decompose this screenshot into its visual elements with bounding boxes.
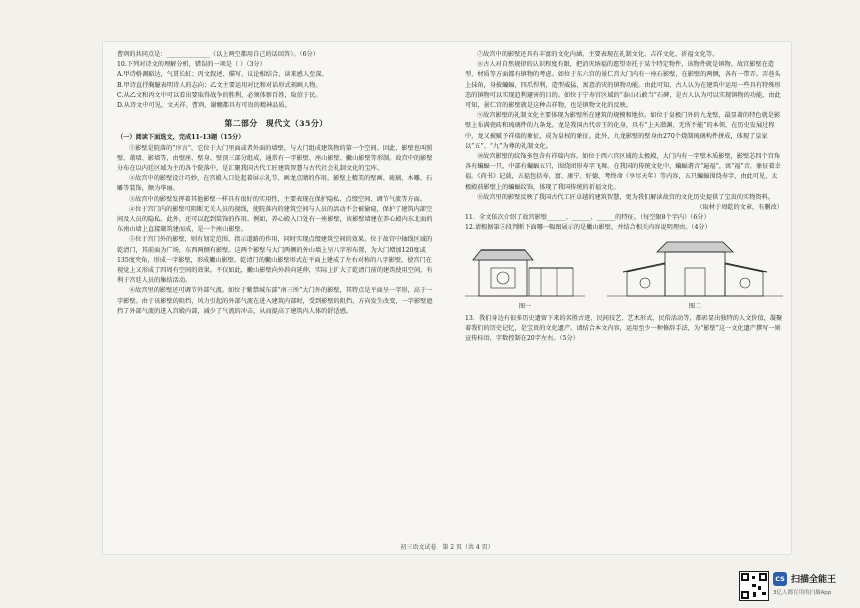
paragraph-9: ⑨故宫影壁的礼制文化主要体现为影壁所在建筑的规模和地位。如位于皇极门外的九龙壁，最显著的特色就是影壁上布满瓷砖和琉璃件的九条龙。龙是我国古代帝王的化身，具有“上天潜渊、无所不能”的本领，在历史发展过程中，龙又被赋予祥瑞的象征，成为皇权的象征。此外，九龙影壁的壁身由270个烧制琉璃构件拼成，体现了皇家以“五”、“九”为尊的礼制文化。 (465, 112, 781, 150)
figure-2-drawing (607, 238, 783, 302)
question-10-option-d: D.从诗文中可见，文天祥、曹刿、谢翱都具有可贵的精神品质。 (117, 102, 291, 110)
watermark-subtitle: 3亿人都在用的扫描App (773, 590, 832, 596)
paragraph-4: ④位于宫门内的影壁可阻断无关人员的视线，使院落内的建筑空间与人员的活动不会被偷窥，保护了建筑内部空间及人员的隐私。此外，还可以起到装饰的作用。例如，养心殿入口处有一座影壁，该影壁墙建在养心殿内东北面的东南山墙上直接砌筑建而成，是一个座山影壁。 (117, 205, 433, 234)
section-title: 第二部分 现代文（35分） (224, 119, 328, 129)
figure-2 (607, 238, 783, 314)
question-10-option-c: C.从乙文和丙文中可以看出要取得战争的胜利，必须体察百姓，取信于民。 (117, 91, 322, 99)
paragraph-2: ②故宫中的影壁设计巧妙，在宫殿入口处起着屏示礼节、画龙点睛的作用。影壁上精美的壁画、琉璃、木雕、石雕等装饰，颇为华丽。 (117, 175, 433, 193)
question-10-stem: 10.下列对诗文的理解分析，错误的一项是（ ）（3分） (117, 61, 266, 69)
paragraph-3: ③故宫中的影壁发挥着其他影壁一样具有很好的实用性，主要表现在保护隐私、点缀空间、调节气流等方面。 (129, 195, 426, 203)
figure-1-drawing (465, 238, 585, 302)
page-footer: 初三语文试卷 第 2 页（共 4 页） (400, 544, 494, 551)
camscanner-logo-icon: CS (773, 572, 787, 586)
exam-page (103, 42, 791, 554)
left-column (117, 50, 435, 317)
paragraph-6: ⑥故宫里的影壁还可调节外部气流。如位于紫禁城东部“南三所”大门外的影壁，其特点是平面呈一字形，高于一字影壁。由于该影壁的阻挡，风力引起的外部气流在进入建筑内部时，受到影壁的阻挡，方向发生改变，一字影壁遮挡了外部气流的进入宫殿内部，减少了气流的冲击，从而提高了建筑内人体的舒适感。 (117, 287, 433, 315)
fill-line-top: 曹刿的共同点是：______________（以上两空都用自己的话回答）。（6分） (117, 51, 319, 58)
paragraph-11: ⑪故宫里的影壁反映了我国古代工匠卓越的建筑智慧，更为我们解读故宫的文化历史提供了宝贵的实物资料。 (477, 193, 774, 201)
paragraph-7: ⑦故宫中的影壁还具有丰富的文化内涵，主要表现在礼制文化、吉祥文化、祈福文化等。 (477, 51, 719, 58)
question-12: 12.请根据第⑤段判断下面哪一幅图展示的是撇山影壁，并结合相关内容说明理由。（4分） (465, 224, 711, 232)
source-note: （取材于周乾的文章，有删改） (696, 204, 783, 212)
paragraph-8: ⑧古人对自然规律的认识程度有限，把消灾纳福的愿望寄托于某个特定物件，该物件就是镇物。故宫影壁在造型、材质等方面都有镇物的考虑。如位于东六宫的景仁宫大门内有一座石影壁，在影壁的两侧，各有一带弄。弄巷头上抹角，身披蝙蝠，四爪悍利，造型威猛，寓意消灾的镇物功能。由此可知，古人认为在建筑中运用一些具有特殊形态的镇物可以实现趋利避害的目的。如位于宁寿宫区域的“泰山石敢当”石碑，是古人认为可以实现镇物的功能，由此可知，景仁宫的影壁就是这种吉祥物，也是镇物文化的反映。 (465, 61, 781, 110)
watermark-brand: 扫描全能王 (791, 575, 837, 585)
figure-1-caption: 图一 (518, 302, 532, 310)
reading-title: （一）阅读下面选文，完成11-13题（15分） (117, 134, 245, 142)
figure-1 (465, 238, 585, 314)
figures (465, 238, 783, 314)
right-column (465, 50, 783, 344)
paragraph-1: ①影壁是院落的“序言”，它位于大门里面或者外面的墙壁，与大门组成建筑物的第一个空间。因此，影壁也叫照壁、萧墙、影墙等，由壁座、壁身、壁顶三部分组成，通常有一字影壁、座山影壁、撇山影壁等形制。故宫中的影壁分布在以内廷区域为主的各个院落中，是汇聚我国古代工匠建筑智慧与古代社会礼制文化的宝库。 (117, 144, 433, 173)
paragraph-5: ⑤位于宫门外的影壁，则有划定范围、指示道路的作用，同时实现点缀建筑空间的效果。位于故宫中轴线区域的乾清门，其前面为广场，东西两侧有影壁。这两个影壁与大门两侧的外山墙上呈八字形布置，为大门增加120度或135度夹角，形成一字影壁，形成撇山影壁。乾清门的撇山影壁形式在平面上建成了左右对称的八字影壁，使宫门在视觉上又形成了四周有空间的效果。不仅如此，撇山影壁向外斜向延伸，实际上扩大了乾清门前的建筑使用空间，有利于宫廷人员的集结活动。 (117, 236, 433, 285)
question-10-option-a: A.甲诗格调豁达，气贯长虹；丙文叙述、描写、议论相结合，读来感人至深。 (117, 71, 328, 79)
figure-2-caption: 图二 (688, 302, 702, 310)
question-11: 11．全文依次介绍了故宫影壁______、______、______的特征。（每空限8个字内）（6分） (465, 214, 710, 222)
question-10-option-b: B.甲诗直抒胸臆表明诗人的志向；乙文主要运用对比和对话形式刻画人物。 (117, 81, 322, 89)
qr-code-icon (739, 571, 769, 601)
question-13: 13．我们身边有很多历史遗留下来的名胜古迹、民间技艺、艺术形式、民俗活动等，都彰显出独特的人文价值，凝聚着我们的历史记忆，是宝贵的文化遗产。请结合本文内容，运用至少一种修辞手法，为“影壁”这一文化遗产撰写一则宣传标语，字数控制在20字左右。（5分） (465, 314, 783, 343)
paragraph-10: ⑩故宫影壁的纹饰多包含有祥瑞内容。如位于西六宫区域的太极殿，大门内有一字壁木质影壁，影壁芯四个宫角各有蝙蝠一只，中部有蝙蝠五只，围绕团形寿字飞舞。在我国的传统文化中，蝙蝠谐音“遍福”，寓“福”音，象征着幸福。《尚书》记载，五福包括寿、富、康宁、好德、考终命（享尽天年）等内容，五只蝙蝠围绕寿字，由此可见，太极殿前影壁上的蝙蝠纹饰，体现了我国传统的祈福文化。 (465, 153, 781, 191)
